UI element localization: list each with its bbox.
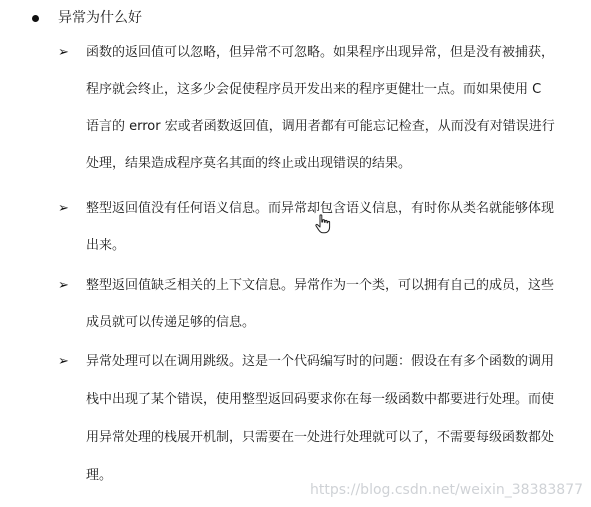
list-item-text [86,278,578,331]
text-line: 成员就可以传递足够的信息。 [86,315,256,330]
bullet-dot-icon [32,15,39,22]
text-line: 异常处理可以在调用跳级。这是一个代码编写时的问题：假设在有多个函数的调用 [86,354,555,369]
text-line: 程序就会终止，这多少会促使程序员开发出来的程序更健壮一点。而如果使用 C [86,82,542,97]
section-heading: 异常为什么好 [58,10,142,26]
text-line: 理。 [86,468,113,483]
list-item-text [86,45,578,172]
arrow-bullet-icon: ➢ [58,354,69,369]
text-line: 出来。 [86,238,126,253]
arrow-bullet-icon: ➢ [58,278,69,293]
text-line: 整型返回值没有任何语义信息。而异常却包含语义信息，有时你从类名就能够体现 [86,201,555,216]
text-line: 语言的 error 宏或者函数返回值，调用者都有可能忘记检查，从而没有对错误进行 [86,119,555,134]
text-line: 整型返回值缺乏相关的上下文信息。异常作为一个类，可以拥有自己的成员，这些 [86,278,555,293]
watermark: https://blog.csdn.net/weixin_38383877 [310,482,584,498]
hand-pointer-icon [314,214,332,234]
text-line: 用异常处理的栈展开机制，只需要在一处进行处理就可以了，不需要每级函数都处 [86,430,555,445]
arrow-bullet-icon: ➢ [58,201,69,216]
text-line: 栈中出现了某个错误，使用整型返回码要求你在每一级函数中都要进行处理。而使 [86,392,555,407]
list-item-text [86,201,578,254]
list-item-text [86,354,578,484]
text-line: 函数的返回值可以忽略，但异常不可忽略。如果程序出现异常，但是没有被捕获， [86,45,555,60]
top-bullet [32,10,142,26]
arrow-bullet-icon: ➢ [58,45,69,60]
text-line: 处理，结果造成程序莫名其面的终止或出现错误的结果。 [86,156,412,171]
